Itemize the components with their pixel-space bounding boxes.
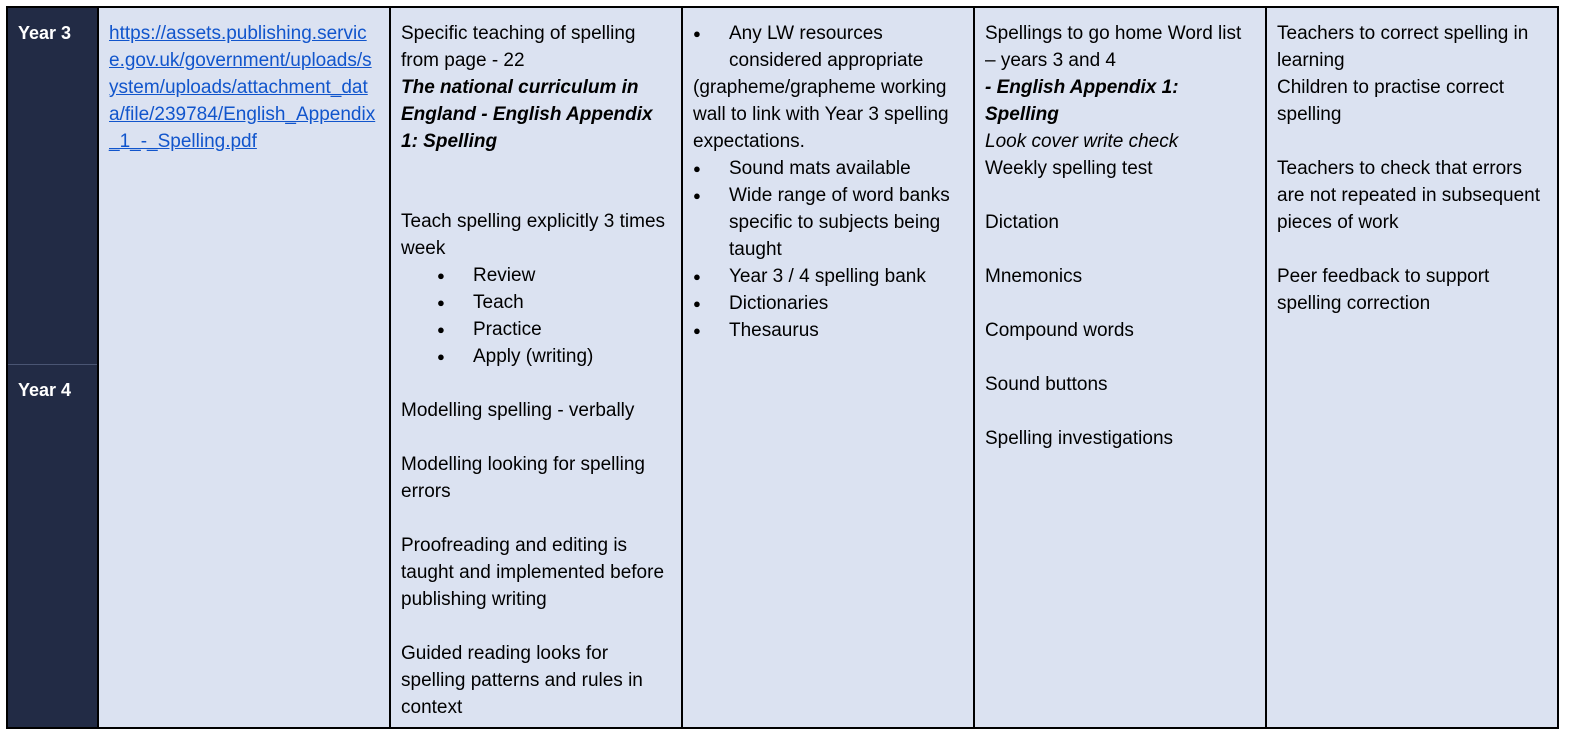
dictation-text: Dictation (985, 212, 1059, 233)
resources-first-list (693, 20, 965, 74)
look-cover-text: Look cover write check (985, 131, 1179, 152)
teaching-column (391, 8, 683, 727)
list-item: ● Apply (writing) (437, 343, 673, 370)
teaching-intro: Specific teaching of spelling from page - 22 (401, 23, 636, 71)
list-item: ● Year 3 / 4 spelling bank (693, 263, 965, 290)
curriculum-link-column (99, 8, 391, 727)
correction-column (1267, 8, 1557, 727)
teachers-check-text: Teachers to check that errors are not repeated in subsequent pieces of work (1277, 158, 1541, 233)
curriculum-appendix-link[interactable]: https://assets.publishing.service.gov.uk/government/uploads/system/uploads/attachment_data/file/239784/English_Appendix_1_-_Spelling.pdf (109, 23, 376, 152)
year-column (8, 8, 99, 727)
modelling-errors-text: Modelling looking for spelling errors (401, 454, 645, 502)
year-3-label: Year 3 (8, 8, 97, 365)
appendix-reference: - English Appendix 1: Spelling (985, 77, 1179, 125)
home-spelling-column (975, 8, 1267, 727)
list-item: ● Sound mats available (693, 155, 965, 182)
list-item: ● Review (437, 262, 673, 289)
list-item: ● Dictionaries (693, 290, 965, 317)
list-item: ● Wide range of word banks specific to subjects being taught (693, 182, 965, 263)
teachers-correct-text: Teachers to correct spelling in learning (1277, 23, 1529, 71)
weekly-test-text: Weekly spelling test (985, 158, 1153, 179)
curriculum-reference: The national curriculum in England - English Appendix 1: Spelling (401, 77, 653, 152)
proofreading-text: Proofreading and editing is taught and implemented before publishing writing (401, 535, 665, 610)
compound-words-text: Compound words (985, 320, 1134, 341)
resources-continuation: (grapheme/grapheme working wall to link with Year 3 spelling expectations. (693, 77, 949, 152)
teaching-steps-list (401, 262, 673, 370)
sound-buttons-text: Sound buttons (985, 374, 1108, 395)
explicit-teaching-text: Teach spelling explicitly 3 times week (401, 211, 666, 259)
spelling-table (6, 6, 1559, 729)
children-practise-text: Children to practise correct spelling (1277, 77, 1505, 125)
resources-column (683, 8, 975, 727)
modelling-verbal-text: Modelling spelling - verbally (401, 400, 635, 421)
year-4-label: Year 4 (18, 380, 72, 400)
list-item: ● Thesaurus (693, 317, 965, 344)
mnemonics-text: Mnemonics (985, 266, 1083, 287)
list-item: ● Practice (437, 316, 673, 343)
peer-feedback-text: Peer feedback to support spelling correction (1277, 266, 1490, 314)
list-item: ● Any LW resources considered appropriate (693, 20, 965, 74)
word-list-text: Spellings to go home Word list – years 3 and 4 (985, 23, 1242, 71)
guided-reading-text: Guided reading looks for spelling patterns and rules in context (401, 643, 643, 718)
list-item: ● Teach (437, 289, 673, 316)
resources-list (693, 155, 965, 344)
spelling-investigations-text: Spelling investigations (985, 428, 1174, 449)
